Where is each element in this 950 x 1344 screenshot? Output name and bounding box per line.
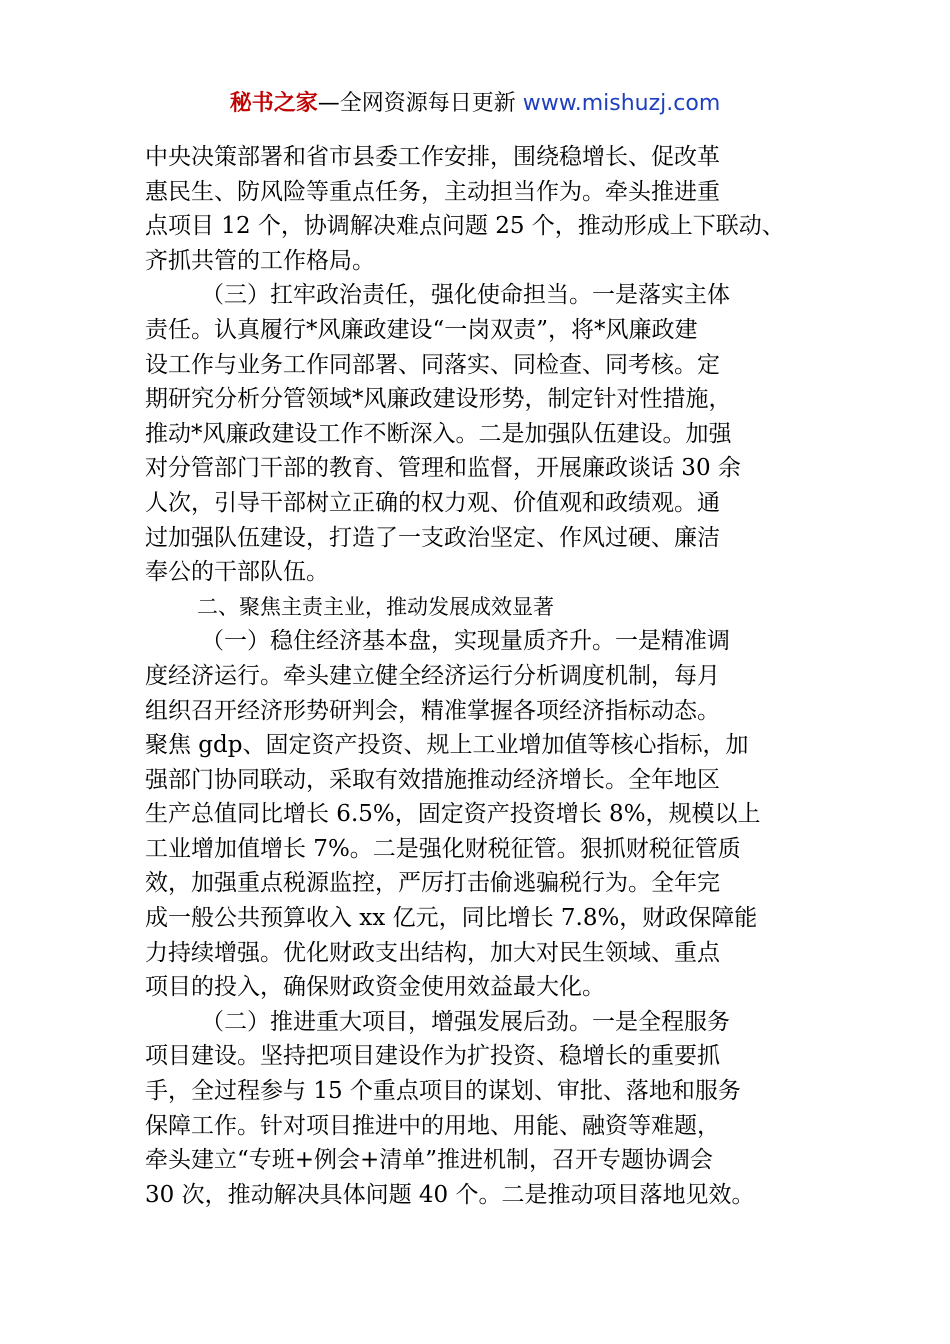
body-line: 设工作与业务工作同部署、同落实、同检查、同考核。定: [145, 351, 720, 378]
body-line: 效，加强重点税源监控，严厉打击偷逃骗税行为。全年完: [145, 870, 720, 897]
document-body: [145, 140, 807, 1212]
body-line: 聚焦 gdp、固定资产投资、规上工业增加值等核心指标，加: [145, 732, 749, 759]
body-line: 强部门协同联动，采取有效措施推动经济增长。全年地区: [145, 766, 720, 793]
site-header: [0, 88, 950, 120]
body-line: 度经济运行。牵头建立健全经济运行分析调度机制，每月: [145, 662, 720, 689]
body-line: 力持续增强。优化财政支出结构，加大对民生领域、重点: [145, 939, 720, 966]
body-line: 保障工作。针对项目推进中的用地、用能、融资等难题，: [145, 1112, 720, 1139]
body-line: 工业增加值增长 7%。二是强化财税征管。狠抓财税征管质: [145, 835, 741, 862]
body-line: 成一般公共预算收入 xx 亿元，同比增长 7.8%，财政保障能: [145, 905, 758, 932]
body-line: 责任。认真履行*风廉政建设“一岗双责”，将*风廉政建: [145, 316, 698, 343]
body-line: 组织召开经济形势研判会，精准掌握各项经济指标动态。: [145, 697, 720, 724]
body-line: 推动*风廉政建设工作不断深入。二是加强队伍建设。加强: [145, 420, 732, 447]
site-brand: 秘书之家: [229, 91, 318, 116]
body-line: 点项目 12 个，协调解决难点问题 25 个，推动形成上下联动、: [145, 213, 785, 240]
body-line: 过加强队伍建设，打造了一支政治坚定、作风过硬、廉洁: [145, 524, 720, 551]
body-line: 手，全过程参与 15 个重点项目的谋划、审批、落地和服务: [145, 1078, 741, 1105]
body-line: 30 次，推动解决具体问题 40 个。二是推动项目落地见效。: [145, 1181, 755, 1208]
body-line: 奉公的干部队伍。: [145, 559, 329, 586]
paragraph-first-line: （三）扛牢政治责任，强化使命担当。一是落实主体: [201, 282, 730, 309]
body-line: 生产总值同比增长 6.5%，固定资产投资增长 8%，规模以上: [145, 801, 761, 828]
body-line: 齐抓共管的工作格局。: [145, 247, 375, 274]
site-tagline: —全网资源每日更新: [317, 91, 523, 116]
body-line: 项目建设。坚持把项目建设作为扩投资、稳增长的重要抓: [145, 1043, 720, 1070]
body-line: 牵头建立“专班+例会+清单”推进机制，召开专题协调会: [145, 1147, 714, 1174]
body-line: 对分管部门干部的教育、管理和监督，开展廉政谈话 30 余: [145, 455, 741, 482]
body-line: 项目的投入，确保财政资金使用效益最大化。: [145, 974, 605, 1001]
paragraph-first-line: （一）稳住经济基本盘，实现量质齐升。一是精准调: [201, 628, 730, 655]
site-url-link[interactable]: www.mishuzj.com: [522, 91, 721, 116]
body-line: 期研究分析分管领域*风廉政建设形势，制定针对性措施，: [145, 386, 732, 413]
paragraph-first-line: （二）推进重大项目，增强发展后劲。一是全程服务: [201, 1008, 730, 1035]
section-heading: 二、聚焦主责主业，推动发展成效显著: [197, 594, 554, 619]
body-line: 惠民生、防风险等重点任务，主动担当作为。牵头推进重: [145, 178, 720, 205]
body-line: 中央决策部署和省市县委工作安排，围绕稳增长、促改革: [145, 144, 720, 170]
body-line: 人次，引导干部树立正确的权力观、价值观和政绩观。通: [145, 489, 720, 516]
